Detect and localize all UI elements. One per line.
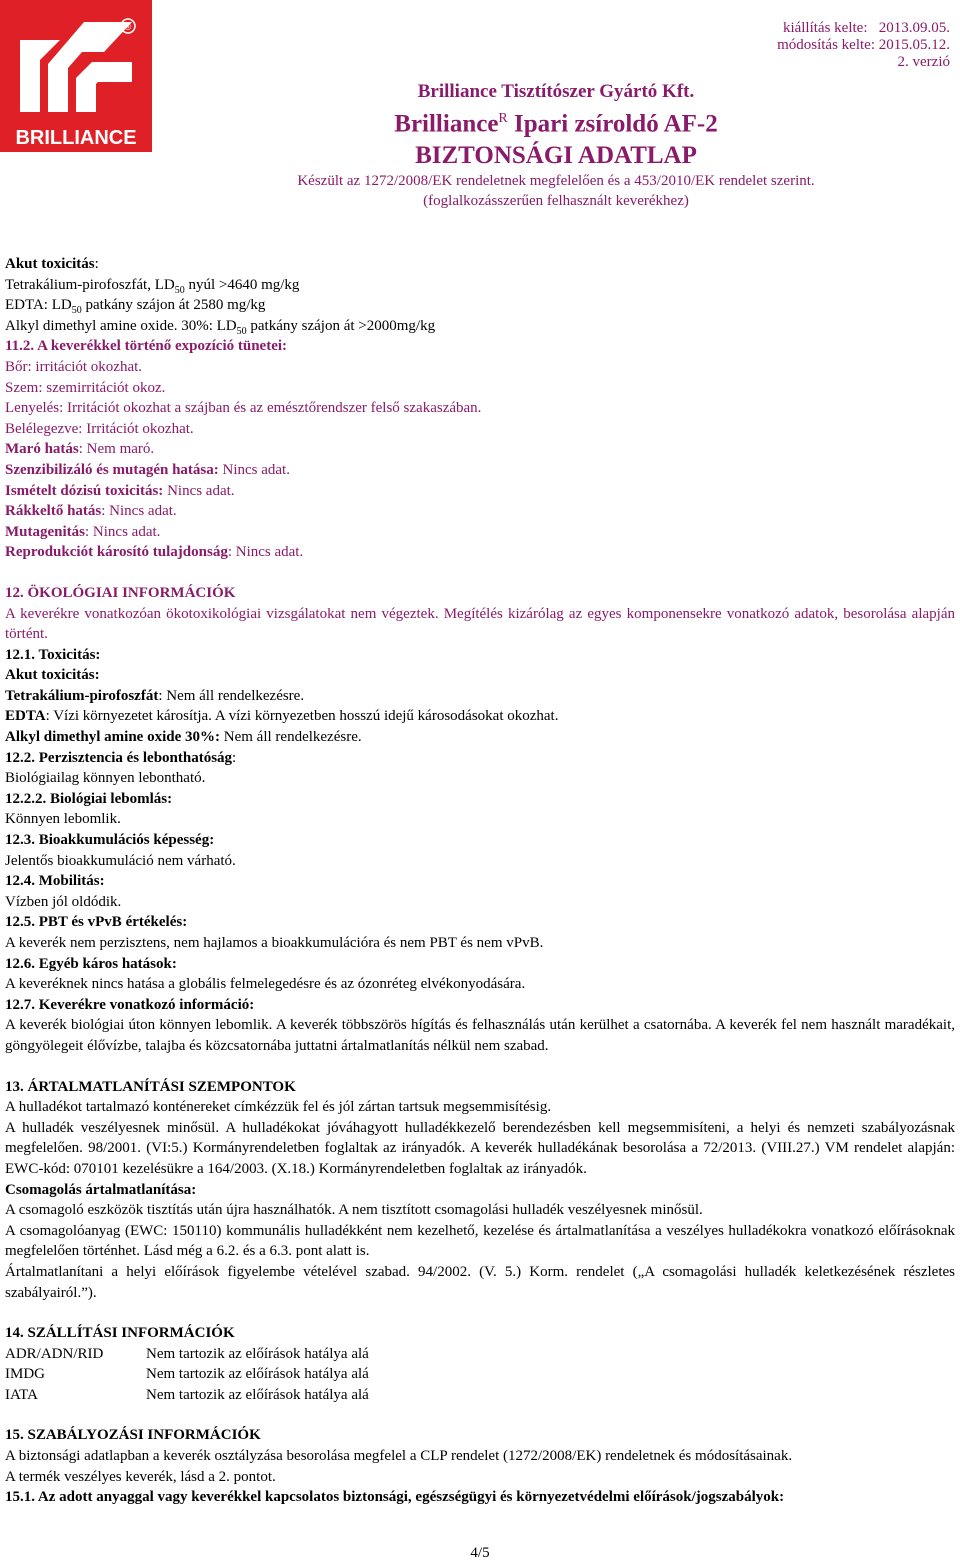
packaging-p2: A csomagolóanyag (EWC: 150110) kommunális hulladékként nem kezelhető, kezelése és ártalmatlanítása a veszélyes hulladékokra vonatkozó előírásoknak megfelelően történhet. Lásd még a 6.2. és a 6.3. pont alatt is. <box>5 1222 955 1260</box>
page-number: 4/5 <box>470 1545 490 1561</box>
sensitization-line <box>5 460 955 481</box>
label: 12.2. Perzisztencia és lebonthatóság <box>5 749 233 766</box>
value: Nincs adat. <box>163 482 235 499</box>
value: : Nem áll rendelkezésre. <box>158 687 305 704</box>
amine-eco-line <box>5 727 955 748</box>
subscript: 50 <box>236 325 247 337</box>
label: Szenzibilizáló és mutagén hatása: <box>5 461 219 478</box>
transport-status: Nem tartozik az előírások hatálya alá <box>146 1366 369 1383</box>
label: Mutagenitás <box>5 523 85 540</box>
transport-row <box>5 1364 955 1385</box>
subsection-12-1-heading: 12.1. Toxicitás: <box>5 646 101 663</box>
value: : Nincs adat. <box>101 503 177 520</box>
value: : Nincs adat. <box>227 544 304 561</box>
transport-mode: ADR/ADN/RID <box>5 1345 104 1362</box>
section-15-heading: 15. SZABÁLYOZÁSI INFORMÁCIÓK <box>5 1427 261 1444</box>
mutagenicity-line <box>5 522 955 543</box>
subsection-12-7-heading: 12.7. Keverékre vonatkozó információ: <box>5 996 255 1013</box>
packaging-p1: A csomagoló eszközök tisztítás után újra használhatók. A nem tisztított csomagolási hulladék veszélyesnek minősül. <box>5 1202 703 1219</box>
logo-icon <box>0 0 152 152</box>
packaging-p3: Ártalmatlanítani a helyi előírások figyelembe vételével szabad. 94/2002. (V. 5.) Korm. rendelet („A csomagolási hulladék keletkezésének részletes szabályairól.”). <box>5 1263 955 1301</box>
subsection-12-5-heading: 12.5. PBT és vPvB értékelés: <box>5 914 188 931</box>
transport-mode: IATA <box>5 1386 38 1403</box>
skin-symptom: Bőr: irritációt okozhat. <box>5 358 143 375</box>
subsection-12-4-heading: 12.4. Mobilitás: <box>5 873 105 890</box>
label: Alkyl dimethyl amine oxide 30%: <box>5 729 221 746</box>
value: : Nincs adat. <box>85 523 161 540</box>
label: Tetrakálium-pirofoszfát <box>5 687 159 704</box>
subsection-12-7-text: A keverék biológiai úton könnyen lebomlik. A keverék többszörös hígítás és felhasználás után kerülhet a csatornába. A keverék fel nem használt maradékait, göngyölegeit élővízbe, talajba és közcsatornába juttatni ártalmatlanítás nélkül nem szabad. <box>5 1017 955 1054</box>
acute-toxicity-label: Akut toxicitás <box>5 256 95 272</box>
subsection-12-2-text: Biológiailag könnyen lebontható. <box>5 770 206 787</box>
subsection-12-6-text: A keveréknek nincs hatása a globális felmelegedésre és az ózonréteg elvékonyodására. <box>5 976 526 993</box>
subsection-12-3-heading: 12.3. Bioakkumulációs képesség: <box>5 832 215 849</box>
text: nyúl >4640 mg/kg <box>184 276 300 293</box>
tkpp-ld50 <box>5 275 955 296</box>
transport-row <box>5 1344 955 1365</box>
subsection-12-4-text: Vízben jól oldódik. <box>5 893 122 910</box>
section-12-heading: 12. ÖKOLÓGIAI INFORMÁCIÓK <box>5 584 236 601</box>
edta-eco-line <box>5 706 955 727</box>
edta-ld50 <box>5 295 955 316</box>
version: 2. verzió <box>897 54 950 70</box>
carcinogenicity-line <box>5 501 955 522</box>
transport-status: Nem tartozik az előírások hatálya alá <box>146 1345 369 1362</box>
modified-date: módosítás kelte: 2015.05.12. <box>777 37 950 53</box>
transport-row <box>5 1385 955 1406</box>
label: Maró hatás <box>5 441 79 458</box>
subsection-15-1-heading: 15.1. Az adott anyaggal vagy keverékkel kapcsolatos biztonsági, egészségügyi és környezetvédelmi előírások/jogszabályok: <box>5 1489 785 1506</box>
subsection-12-5-text: A keverék nem perzisztens, nem hajlamos a bioakkumulációra és nem PBT és nem vPvB. <box>5 935 544 951</box>
inhalation-symptom: Belélegezve: Irritációt okozhat. <box>5 420 194 437</box>
label: Rákkeltő hatás <box>5 503 102 520</box>
section-12-ecological <box>5 583 955 1057</box>
disposal-p2: A hulladék veszélyesnek minősül. A hulladékokat jóváhagyott hulladékkezelő berendezésben kell megsemmisíteni, a helyi és nemzeti szabályozásnak megfelelően. 98/2001. (VI:5.) Kormányrendeletben foglaltak az irányadók. A keverék hulladékának besorolása a 72/2013. (VIII.27.) VM rendelet alapján: EWC-kód: 070101 kezelésükre a 164/2003. (X.18.) Kormányrendeletben foglaltak az irányadók. <box>5 1119 955 1177</box>
registered-mark: R <box>498 111 508 126</box>
value: Nincs adat. <box>218 461 290 478</box>
regulatory-p2: A termék veszélyes keverék, lásd a 2. pontot. <box>5 1468 276 1485</box>
ingestion-symptom: Lenyelés: Irritációt okozhat a szájban és az emésztőrendszer felső szakaszában. <box>5 400 482 417</box>
subscript: 50 <box>71 305 82 317</box>
subsection-12-2-heading <box>5 748 955 769</box>
text: Tetrakálium-pirofoszfát, LD <box>5 276 175 293</box>
text: patkány szájon át 2580 mg/kg <box>81 297 266 314</box>
text: EDTA: LD <box>5 297 72 314</box>
tkpp-eco-line <box>5 686 955 707</box>
document-dates <box>777 20 950 71</box>
colon: : <box>232 749 237 766</box>
eye-symptom: Szem: szemirritációt okoz. <box>5 379 166 396</box>
value: Nem áll rendelkezésre. <box>220 729 362 746</box>
exposure-block <box>5 336 955 563</box>
registered-mark: ® <box>124 22 132 32</box>
regulatory-p1: A biztonsági adatlapban a keverék osztályzása besorolása megfelel a CLP rendelet (1272/2008/EK) rendeletnek és módosításainak. <box>5 1448 793 1465</box>
company-name: Brilliance Tisztítószer Gyártó Kft. <box>417 81 695 102</box>
subsection-12-2-2-text: Könnyen lebomlik. <box>5 811 121 828</box>
label: EDTA <box>5 708 46 725</box>
section-13-disposal <box>5 1077 955 1304</box>
label: Reprodukciót károsító tulajdonság <box>5 544 228 561</box>
value: : Nem maró. <box>78 441 155 458</box>
product-name <box>152 104 960 139</box>
logo-text: BRILLIANCE <box>15 127 137 149</box>
packaging-heading: Csomagolás ártalmatlanítása: <box>5 1181 197 1198</box>
issue-date: kiállítás kelte: 2013.09.05. <box>782 20 950 36</box>
label: Ismételt dózisú toxicitás: <box>5 482 164 499</box>
text: Alkyl dimethyl amine oxide. 30%: LD <box>5 317 237 334</box>
regulation-line: Készült az 1272/2008/EK rendeletnek megfelelően és a 453/2010/EK rendelet szerint. <box>297 173 815 190</box>
product-brand: Brilliance <box>394 110 499 138</box>
reproductive-line <box>5 542 955 563</box>
subsection-12-3-text: Jelentős bioakkumuláció nem várható. <box>5 852 236 869</box>
corrosion-line <box>5 439 955 460</box>
section-15-regulatory <box>5 1425 955 1507</box>
text: patkány szájon át >2000mg/kg <box>246 317 436 334</box>
repeated-dose-line <box>5 481 955 502</box>
document-header <box>152 80 960 211</box>
subsection-12-2-2-heading: 12.2.2. Biológiai lebomlás: <box>5 790 173 807</box>
disposal-p1: A hulladékot tartalmazó konténereket címkézzük fel és jól zártan tartsuk megsemmisítésig. <box>5 1099 552 1116</box>
subsection-11-2-heading: 11.2. A keverékkel történő expozíció tünetei: <box>5 338 288 355</box>
section-13-heading: 13. ÁRTALMATLANÍTÁSI SZEMPONTOK <box>5 1078 296 1095</box>
acute-toxicity-heading: Akut toxicitás: <box>5 667 100 684</box>
document-body <box>5 254 955 1508</box>
section-12-intro: A keverékre vonatkozóan ökotoxikológiai vizsgálatokat nem végeztek. Megítélés kizárólag az egyes komponensekre vonatkozó adatok, besorolása alapján történt. <box>5 605 955 643</box>
document-title: BIZTONSÁGI ADATLAP <box>415 142 697 170</box>
transport-mode: IMDG <box>5 1366 45 1383</box>
product-type: Ipari zsíroldó AF-2 <box>507 110 718 138</box>
amine-ld50 <box>5 316 955 337</box>
subscript: 50 <box>174 284 185 296</box>
value: : Vízi környezetet károsítja. A vízi környezetben hosszú idejű károsodásokat okozhat. <box>45 708 559 725</box>
section-11-toxicology <box>5 254 955 563</box>
document-subtitle: (foglalkozásszerűen felhasznált keverékhez) <box>423 193 689 210</box>
section-14-transport <box>5 1323 955 1405</box>
section-14-heading: 14. SZÁLLÍTÁSI INFORMÁCIÓK <box>5 1325 235 1342</box>
brilliance-logo <box>0 0 152 152</box>
transport-status: Nem tartozik az előírások hatálya alá <box>146 1386 369 1403</box>
colon: : <box>94 256 99 272</box>
subsection-12-6-heading: 12.6. Egyéb káros hatások: <box>5 955 177 972</box>
